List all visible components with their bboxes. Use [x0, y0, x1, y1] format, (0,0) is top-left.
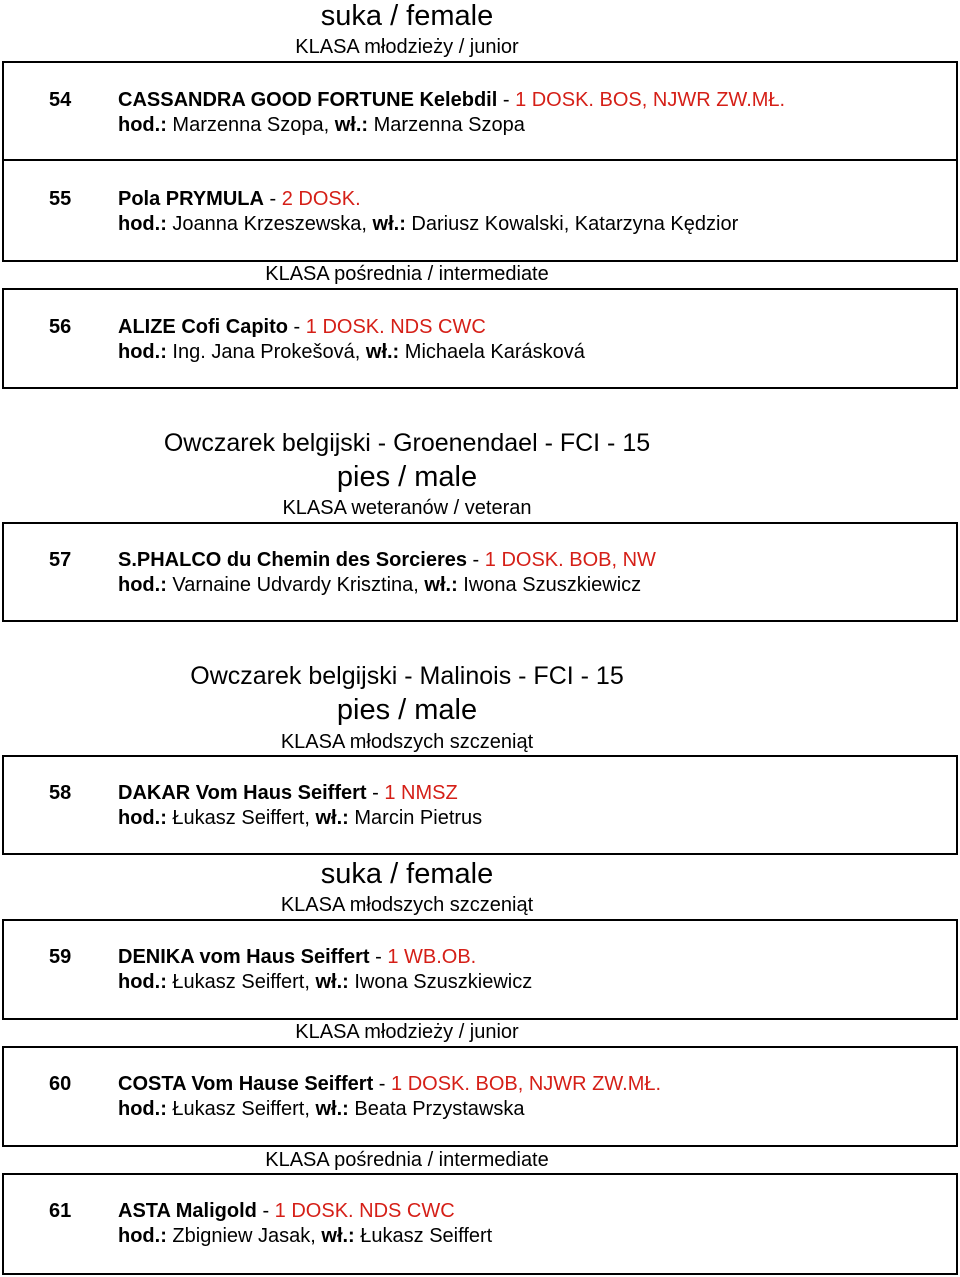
owner: Michaela Karásková: [399, 341, 585, 363]
owner: Łukasz Seiffert: [354, 1225, 493, 1247]
breeder: Łukasz Seiffert,: [166, 971, 316, 993]
entry-details: [118, 970, 532, 994]
separator: -: [466, 549, 485, 571]
entry-title: [118, 187, 361, 211]
entry-details: [118, 340, 585, 364]
entry-title: [118, 1072, 661, 1096]
entry-number: 59: [49, 946, 72, 968]
breeder-label: hod.:: [118, 1098, 167, 1120]
breed-heading: Owczarek belgijski - Groenendael - FCI - 15: [163, 429, 651, 457]
breeder: Marzenna Szopa,: [166, 114, 335, 136]
entry-number: 57: [49, 549, 72, 571]
entry-title: [118, 548, 656, 572]
entry-title: [118, 781, 458, 805]
class-heading: KLASA młodszych szczeniąt: [280, 894, 534, 916]
separator: -: [287, 316, 306, 338]
entry-details: [118, 573, 641, 597]
entry-title: [118, 315, 486, 339]
entry-number: 60: [49, 1073, 72, 1095]
entries-box: [2, 755, 958, 855]
entry-number: 58: [49, 782, 72, 804]
owner-label: wł.:: [334, 114, 369, 136]
class-heading: KLASA pośrednia / intermediate: [265, 1149, 549, 1171]
entry-number: 61: [49, 1200, 72, 1222]
breeder: Ing. Jana Prokešová,: [166, 341, 366, 363]
award: 2 DOSK.: [281, 188, 361, 210]
entry-title: [118, 1199, 455, 1223]
separator: -: [497, 89, 516, 111]
breeder-label: hod.:: [118, 574, 167, 596]
entry-number: 56: [49, 316, 72, 338]
owner-label: wł.:: [315, 807, 349, 829]
section-sex-heading: suka / female: [320, 858, 494, 890]
owner-label: wł.:: [321, 1225, 355, 1247]
breeder-label: hod.:: [118, 971, 167, 993]
separator: -: [366, 782, 385, 804]
dog-name: ALIZE Cofi Capito: [118, 316, 288, 338]
owner-label: wł.:: [372, 213, 406, 235]
entry-title: [118, 88, 785, 112]
owner: Marcin Pietrus: [348, 807, 483, 829]
dog-name: DENIKA vom Haus Seiffert: [118, 946, 370, 968]
dog-name: CASSANDRA GOOD FORTUNE Kelebdil: [118, 89, 498, 111]
award: 1 DOSK. BOB, NW: [484, 549, 656, 571]
owner-label: wł.:: [315, 971, 349, 993]
breeder: Zbigniew Jasak,: [166, 1225, 322, 1247]
owner: Iwona Szuszkiewicz: [348, 971, 533, 993]
section-sex-heading: suka / female: [320, 0, 494, 32]
award: 1 NMSZ: [384, 782, 458, 804]
owner-label: wł.:: [315, 1098, 349, 1120]
entry-details: [118, 1224, 492, 1248]
entry-details: [118, 1097, 524, 1121]
dog-name: S.PHALCO du Chemin des Sorcieres: [118, 549, 467, 571]
class-heading: KLASA weteranów / veteran: [282, 497, 532, 519]
breeder: Joanna Krzeszewska,: [166, 213, 373, 235]
separator: -: [256, 1200, 275, 1222]
breeder: Łukasz Seiffert,: [166, 1098, 316, 1120]
separator: -: [369, 946, 388, 968]
section-sex-heading: pies / male: [336, 694, 478, 726]
award: 1 DOSK. NDS CWC: [305, 316, 486, 338]
award: 1 DOSK. BOS, NJWR ZW.MŁ.: [515, 89, 786, 111]
entry-number: 54: [49, 89, 72, 111]
class-heading: KLASA młodszych szczeniąt: [280, 731, 534, 753]
dog-name: Pola PRYMULA: [118, 188, 264, 210]
breeder: Varnaine Udvardy Krisztina,: [166, 574, 425, 596]
award: 1 DOSK. BOB, NJWR ZW.MŁ.: [391, 1073, 662, 1095]
breed-heading: Owczarek belgijski - Malinois - FCI - 15: [190, 662, 624, 690]
class-heading: KLASA młodzieży / junior: [295, 1021, 519, 1043]
entry-details: [118, 806, 482, 830]
separator: -: [373, 1073, 392, 1095]
section-sex-heading: pies / male: [336, 461, 478, 493]
dog-name: DAKAR Vom Haus Seiffert: [118, 782, 367, 804]
entry-details: [118, 212, 738, 236]
entry-details: [118, 113, 525, 137]
breeder-label: hod.:: [118, 114, 167, 136]
breeder-label: hod.:: [118, 213, 167, 235]
entry-number: 55: [49, 188, 72, 210]
award: 1 WB.OB.: [387, 946, 477, 968]
owner: Iwona Szuszkiewicz: [457, 574, 642, 596]
entry-title: [118, 945, 476, 969]
award: 1 DOSK. NDS CWC: [274, 1200, 455, 1222]
breeder-label: hod.:: [118, 1225, 167, 1247]
owner-label: wł.:: [365, 341, 400, 363]
dog-name: ASTA Maligold: [118, 1200, 257, 1222]
entries-box: [2, 522, 958, 622]
breeder: Łukasz Seiffert,: [166, 807, 316, 829]
dog-name: COSTA Vom Hause Seiffert: [118, 1073, 374, 1095]
owner: Dariusz Kowalski, Katarzyna Kędzior: [405, 213, 739, 235]
separator: -: [263, 188, 282, 210]
breeder-label: hod.:: [118, 807, 167, 829]
class-heading: KLASA młodzieży / junior: [295, 36, 519, 58]
owner-label: wł.:: [424, 574, 458, 596]
owner: Beata Przystawska: [348, 1098, 525, 1120]
owner: Marzenna Szopa: [368, 114, 525, 136]
class-heading: KLASA pośrednia / intermediate: [265, 263, 549, 285]
breeder-label: hod.:: [118, 341, 167, 363]
